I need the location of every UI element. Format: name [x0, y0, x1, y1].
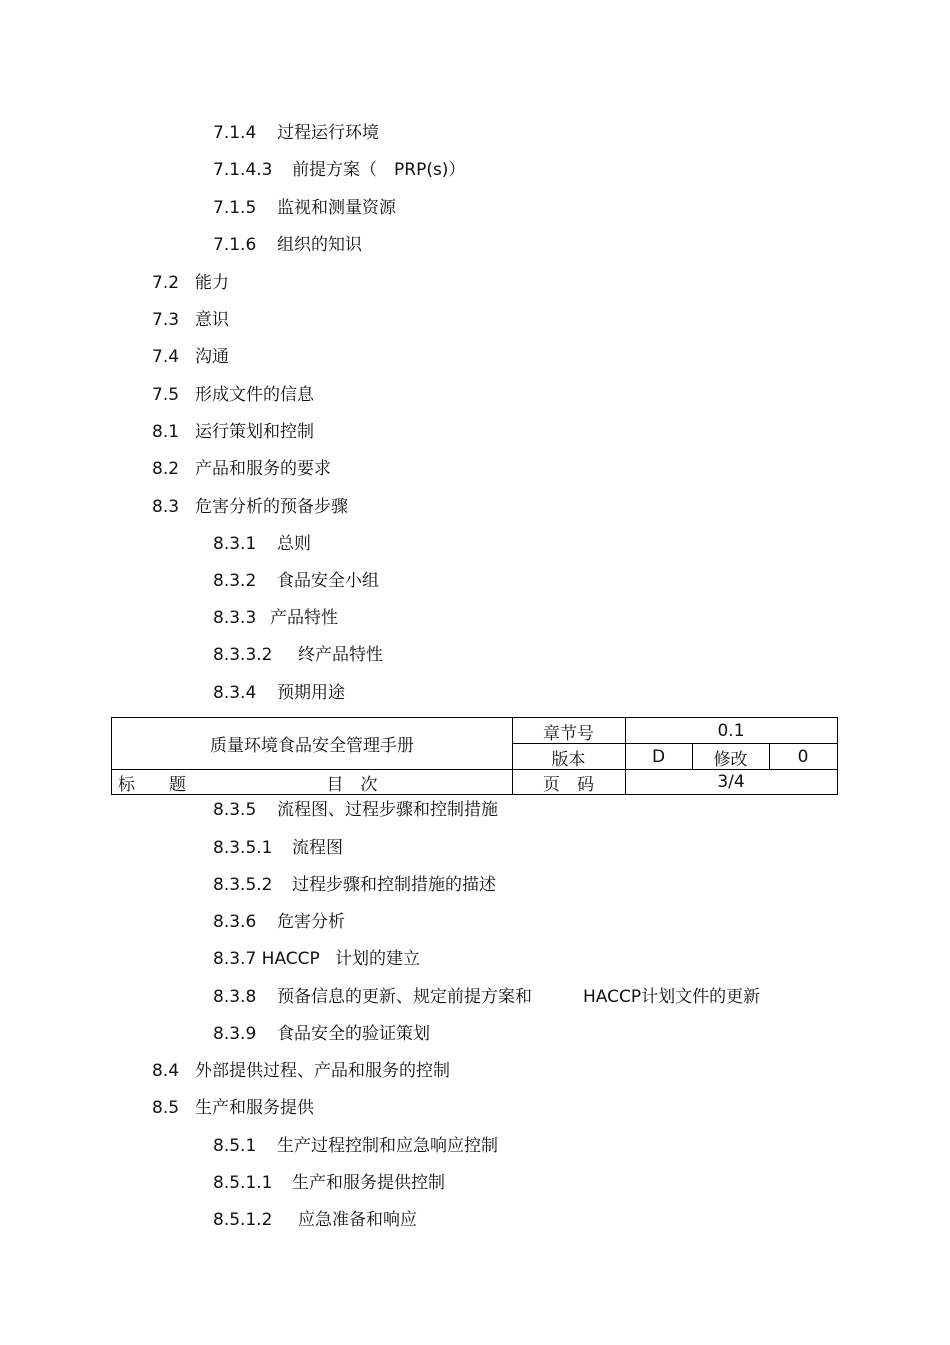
toc-title: 过程运行环境 [277, 123, 379, 143]
toc-title: 监视和测量资源 [277, 198, 396, 218]
toc-number: 7.4 [152, 347, 180, 367]
toc-entry [213, 1136, 498, 1156]
toc-number: 8.2 [152, 459, 180, 479]
toc-number: 8.3.5.1 [213, 838, 273, 858]
toc-entry [213, 800, 498, 820]
toc-number: 7.1.6 [213, 235, 257, 255]
toc-entry [152, 273, 229, 293]
toc-number: 8.3.3.2 [213, 645, 273, 665]
toc-entry [152, 347, 229, 367]
toc-title: 流程图 [292, 838, 343, 858]
toc-entry [213, 683, 345, 703]
toc-title: 生产和服务提供控制 [292, 1173, 445, 1193]
toc-title: 产品和服务的要求 [195, 459, 331, 479]
title-label: 标 题 [118, 774, 186, 795]
toc-entry [152, 497, 348, 517]
toc-number: 8.3.7 HACCP [213, 949, 320, 969]
toc-entry [152, 1061, 450, 1081]
toc-number: 8.3.9 [213, 1024, 257, 1044]
toc-title: 外部提供过程、产品和服务的控制 [195, 1061, 450, 1081]
toc-entry [213, 912, 345, 932]
toc-number: 8.1 [152, 422, 180, 442]
toc-title: 计划的建立 [335, 949, 420, 969]
toc-entry [152, 385, 314, 405]
toc-entry [213, 608, 338, 628]
version-value: D [651, 747, 666, 767]
toc-number: 8.3.8 [213, 987, 257, 1007]
toc-entry [213, 875, 496, 895]
page-value: 3/4 [717, 772, 745, 792]
toc-entry [213, 198, 396, 218]
toc-number: 8.3.6 [213, 912, 257, 932]
toc-entry [213, 987, 760, 1007]
toc-entry [213, 123, 379, 143]
toc-number: 8.4 [152, 1061, 180, 1081]
title-value: 目 次 [326, 774, 378, 795]
toc-number: 8.5.1.1 [213, 1173, 273, 1193]
toc-title: 总则 [277, 534, 311, 554]
toc-title: 能力 [195, 273, 229, 293]
toc-entry [213, 1210, 417, 1230]
toc-entry [213, 1024, 430, 1044]
toc-title: 预期用途 [277, 683, 345, 703]
revision-label: 修改 [713, 749, 748, 770]
toc-number: 7.1.4.3 [213, 160, 273, 180]
toc-entry [213, 160, 465, 180]
toc-title: 危害分析的预备步骤 [195, 497, 348, 517]
toc-title: 食品安全的验证策划 [277, 1024, 430, 1044]
toc-title: 前提方案（ PRP(s)） [292, 160, 466, 180]
toc-entry [213, 838, 343, 858]
toc-number: 8.5.1 [213, 1136, 257, 1156]
toc-entry [213, 534, 311, 554]
toc-number: 8.3.4 [213, 683, 257, 703]
toc-title: 过程步骤和控制措施的描述 [292, 875, 496, 895]
toc-title: 意识 [195, 310, 229, 330]
toc-title: 生产过程控制和应急响应控制 [277, 1136, 498, 1156]
toc-entry [213, 645, 383, 665]
toc-entry [213, 235, 362, 255]
toc-title: 形成文件的信息 [195, 385, 314, 405]
toc-entry [213, 949, 420, 969]
toc-title: 流程图、过程步骤和控制措施 [277, 800, 498, 820]
toc-number: 8.3 [152, 497, 180, 517]
revision-value: 0 [797, 747, 809, 767]
toc-number: 8.5 [152, 1098, 180, 1118]
toc-number: 8.3.5.2 [213, 875, 273, 895]
toc-title: 生产和服务提供 [195, 1098, 314, 1118]
section-number-value: 0.1 [717, 721, 745, 741]
toc-number: 8.3.5 [213, 800, 257, 820]
toc-title: 组织的知识 [277, 235, 362, 255]
toc-entry [213, 1173, 445, 1193]
toc-entry [213, 571, 379, 591]
toc-entry [152, 1098, 314, 1118]
toc-number: 7.2 [152, 273, 180, 293]
toc-number: 8.3.2 [213, 571, 257, 591]
toc-number: 8.3.3 [213, 608, 257, 628]
toc-entry [152, 459, 331, 479]
page-label: 页 码 [543, 774, 594, 795]
toc-number: 7.1.4 [213, 123, 257, 143]
toc-number: 8.5.1.2 [213, 1210, 273, 1230]
version-label: 版本 [551, 749, 586, 770]
toc-entry [152, 310, 229, 330]
toc-number: 7.3 [152, 310, 180, 330]
toc-title: 产品特性 [270, 608, 338, 628]
toc-number: 8.3.1 [213, 534, 257, 554]
toc-title: 应急准备和响应 [298, 1210, 417, 1230]
toc-title: 沟通 [195, 347, 229, 367]
toc-title: 食品安全小组 [277, 571, 379, 591]
toc-entry [152, 422, 314, 442]
toc-title: 危害分析 [277, 912, 345, 932]
manual-title: 质量环境食品安全管理手册 [210, 736, 414, 756]
toc-title: 终产品特性 [298, 645, 383, 665]
section-number-label: 章节号 [543, 723, 594, 744]
toc-title: 运行策划和控制 [195, 422, 314, 442]
toc-number: 7.5 [152, 385, 180, 405]
toc-number: 7.1.5 [213, 198, 257, 218]
toc-title: 预备信息的更新、规定前提方案和 HACCP计划文件的更新 [277, 987, 761, 1007]
document-header-table [111, 717, 838, 795]
